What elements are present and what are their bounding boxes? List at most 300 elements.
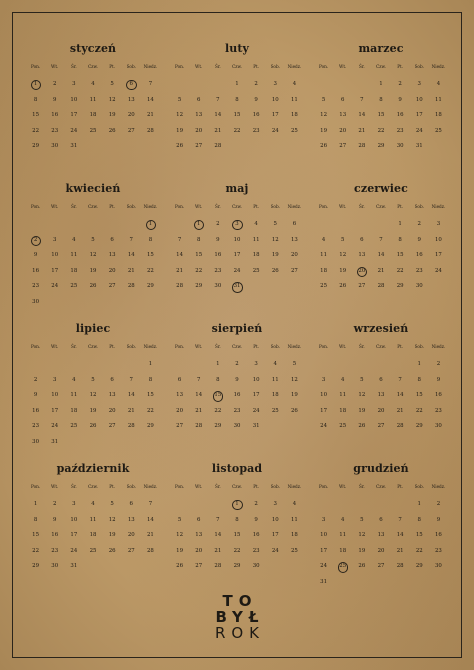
day-cell-circled: 31 [227, 279, 246, 295]
weekday-name: Wt. [339, 484, 347, 489]
day-cell: 15 [233, 112, 241, 119]
day-cell: 12 [320, 112, 327, 119]
day-cell: 13 [339, 112, 347, 119]
day-cell: 20 [127, 112, 135, 119]
weekday-name: Wt. [339, 64, 347, 69]
empty-cell [141, 435, 160, 451]
empty-cell [352, 575, 371, 591]
day-cell: 24 [271, 127, 279, 134]
day-cell: 13 [290, 236, 298, 243]
day-cell: 23 [51, 547, 59, 554]
day-cell: 4 [292, 501, 297, 507]
day-cell: 2 [436, 501, 441, 507]
day-cell: 4 [340, 376, 345, 383]
day-cell: 15 [415, 532, 423, 539]
empty-cell [314, 77, 333, 93]
day-cell: 20 [290, 252, 298, 259]
day-cell: 8 [216, 376, 220, 383]
month-name: wrzesień [353, 322, 409, 335]
weekday-name: Niedz. [431, 64, 446, 69]
day-cell: 26 [358, 423, 366, 430]
day-cell: 30 [51, 563, 59, 570]
day-cell: 6 [292, 221, 297, 227]
week-row [26, 139, 160, 155]
day-cell: 25 [70, 423, 78, 430]
week-row [26, 77, 160, 93]
day-cell: 23 [434, 407, 442, 414]
months-grid [26, 40, 448, 600]
day-cell: 24 [434, 267, 442, 274]
day-cell: 8 [417, 376, 421, 383]
day-cell: 4 [72, 376, 76, 383]
day-cell: 25 [339, 423, 347, 430]
week-row [26, 419, 160, 435]
day-cell: 17 [233, 252, 241, 259]
day-cell: 30 [214, 283, 222, 290]
empty-cell [170, 497, 189, 513]
day-cell: 13 [176, 392, 183, 399]
day-cell: 31 [320, 578, 327, 585]
day-cell: 18 [89, 532, 97, 539]
empty-cell [429, 279, 448, 295]
day-cell: 2 [52, 501, 57, 507]
day-cell: 13 [377, 532, 385, 539]
day-cell: 31 [252, 423, 260, 430]
weekday-name: Pt. [253, 344, 260, 349]
weekday-name: Pt. [109, 484, 116, 489]
empty-cell [429, 139, 448, 155]
day-cell: 1 [216, 361, 220, 367]
day-cell: 19 [89, 267, 97, 274]
weekday-name: Śr. [70, 344, 77, 349]
month-name: październik [56, 462, 130, 475]
day-cell: 14 [146, 96, 154, 103]
day-cell: 12 [108, 96, 116, 103]
day-cell: 9 [436, 376, 441, 383]
day-cell: 17 [415, 112, 423, 119]
month-block [314, 320, 448, 460]
empty-cell [170, 217, 189, 233]
day-cell: 23 [32, 283, 39, 290]
week-row [314, 108, 448, 124]
week-row [314, 217, 448, 233]
week-row [26, 248, 160, 264]
day-cell: 16 [434, 392, 442, 399]
day-cell: 2 [436, 361, 441, 367]
day-cell: 24 [320, 563, 327, 570]
week-row [314, 279, 448, 295]
day-cell: 25 [290, 127, 298, 134]
day-cell: 17 [70, 112, 78, 119]
day-cell: 24 [70, 127, 78, 134]
empty-cell [227, 139, 246, 155]
day-cell: 11 [252, 236, 260, 243]
month-block [170, 320, 304, 460]
day-cell: 10 [320, 392, 327, 399]
weekday-name: Pon. [30, 204, 41, 209]
day-cell-circled: 25 [333, 559, 352, 575]
week-row [170, 233, 304, 249]
day-cell: 4 [91, 501, 95, 507]
day-cell: 28 [396, 423, 404, 430]
day-cell: 2 [254, 501, 258, 507]
weekday-header [314, 482, 448, 492]
day-cell: 12 [290, 376, 298, 383]
weekday-name: Czw. [376, 344, 386, 349]
day-cell: 12 [108, 516, 116, 523]
day-cell-circled: 1 [189, 217, 208, 233]
day-cell: 23 [252, 547, 260, 554]
weekday-name: Pt. [397, 484, 404, 489]
day-cell: 24 [51, 283, 59, 290]
week-row [170, 559, 304, 575]
day-cell: 12 [89, 392, 97, 399]
month-block [314, 180, 448, 320]
day-cell: 25 [320, 283, 327, 290]
weekday-name: Czw. [232, 204, 242, 209]
day-cell: 7 [216, 96, 220, 103]
weekday-name: Wt. [339, 204, 347, 209]
day-cell: 5 [360, 516, 364, 523]
day-cell: 21 [127, 267, 135, 274]
week-row [170, 404, 304, 420]
empty-cell [64, 295, 83, 311]
day-cell: 16 [32, 267, 39, 274]
week-row [170, 93, 304, 109]
day-cell: 6 [379, 516, 383, 523]
weekday-name: Czw. [88, 204, 98, 209]
weekday-name: Sob. [414, 64, 424, 69]
empty-cell [103, 357, 122, 373]
weekday-name: Pon. [318, 484, 329, 489]
empty-cell [429, 575, 448, 591]
day-cell: 21 [146, 532, 154, 539]
day-cell: 12 [89, 252, 97, 259]
empty-cell [266, 139, 285, 155]
day-cell: 17 [51, 407, 59, 414]
week-row [170, 419, 304, 435]
day-cell: 30 [32, 298, 39, 305]
day-cell: 29 [146, 283, 154, 290]
weekday-name: Śr. [358, 64, 365, 69]
day-cell: 27 [108, 423, 116, 430]
empty-cell [122, 295, 141, 311]
weekday-name: Pon. [174, 204, 185, 209]
day-cell: 20 [195, 127, 203, 134]
week-row [26, 93, 160, 109]
day-cell: 6 [196, 96, 201, 103]
day-cell: 26 [108, 547, 116, 554]
day-cell: 11 [339, 392, 347, 399]
day-cell: 29 [415, 563, 423, 570]
week-row [170, 279, 304, 295]
weekday-header [170, 482, 304, 492]
day-cell: 18 [271, 392, 279, 399]
day-cell: 19 [358, 547, 366, 554]
day-cell: 3 [417, 81, 421, 87]
day-cell: 4 [436, 81, 441, 87]
day-cell: 7 [148, 501, 153, 507]
weekday-name: Niedz. [143, 64, 158, 69]
day-cell: 19 [176, 547, 183, 554]
day-cell: 30 [252, 563, 260, 570]
day-cell: 10 [415, 96, 423, 103]
week-row [26, 295, 160, 311]
week-row [26, 373, 160, 389]
day-cell: 31 [51, 438, 59, 445]
day-cell: 22 [415, 407, 423, 414]
month-name: styczeń [69, 42, 117, 55]
empty-cell [170, 357, 189, 373]
day-cell: 5 [177, 96, 182, 103]
week-row [314, 404, 448, 420]
empty-cell [170, 77, 189, 93]
day-cell: 26 [89, 423, 97, 430]
day-cell: 22 [32, 547, 39, 554]
empty-cell [103, 559, 122, 575]
week-row [314, 139, 448, 155]
day-cell: 6 [340, 96, 345, 103]
day-cell: 14 [214, 112, 222, 119]
week-row [314, 124, 448, 140]
weekday-name: Pt. [253, 484, 260, 489]
day-cell: 18 [89, 112, 97, 119]
day-cell: 1 [33, 501, 38, 507]
day-cell: 3 [72, 81, 76, 87]
empty-cell [391, 497, 410, 513]
day-cell: 14 [377, 252, 385, 259]
week-row [26, 435, 160, 451]
day-cell: 18 [70, 267, 78, 274]
empty-cell [122, 217, 141, 233]
day-cell: 8 [33, 96, 38, 103]
day-cell: 13 [377, 392, 385, 399]
weekday-name: Pt. [109, 344, 116, 349]
weekday-header [314, 342, 448, 352]
day-cell: 20 [108, 407, 116, 414]
week-row [314, 575, 448, 591]
logo-line-1: TO [222, 592, 258, 610]
empty-cell [83, 435, 102, 451]
day-cell: 29 [214, 423, 222, 430]
day-cell: 28 [214, 143, 222, 150]
day-cell: 9 [216, 236, 220, 243]
day-cell: 31 [70, 143, 78, 150]
day-cell: 4 [254, 221, 258, 227]
week-row [314, 264, 448, 280]
empty-cell [208, 497, 227, 513]
empty-cell [314, 497, 333, 513]
empty-cell [103, 139, 122, 155]
day-cell: 9 [235, 376, 239, 383]
day-cell: 27 [377, 423, 385, 430]
day-cell: 8 [235, 516, 239, 523]
month-name: listopad [211, 462, 263, 475]
week-row [314, 77, 448, 93]
weekday-name: Niedz. [431, 484, 446, 489]
month-name: luty [224, 42, 250, 55]
weekday-name: Wt. [339, 344, 347, 349]
day-cell: 3 [72, 501, 76, 507]
empty-cell [45, 217, 64, 233]
day-cell: 2 [52, 81, 57, 87]
day-cell: 12 [176, 532, 183, 539]
empty-cell [189, 357, 208, 373]
weekday-name: Śr. [358, 484, 365, 489]
day-cell: 14 [396, 532, 404, 539]
day-cell: 10 [70, 96, 78, 103]
week-row [170, 139, 304, 155]
day-cell: 14 [146, 516, 154, 523]
day-cell: 28 [176, 283, 183, 290]
empty-cell [189, 77, 208, 93]
day-cell: 26 [176, 143, 183, 150]
day-cell: 2 [33, 376, 38, 383]
day-cell: 5 [91, 236, 95, 243]
empty-cell [64, 357, 83, 373]
weekday-name: Sob. [126, 484, 136, 489]
week-row [26, 559, 160, 575]
week-row [314, 357, 448, 373]
empty-cell [141, 139, 160, 155]
day-cell: 8 [148, 376, 153, 383]
month-block [314, 460, 448, 600]
day-cell: 11 [271, 376, 279, 383]
day-cell: 29 [377, 143, 385, 150]
empty-cell [352, 357, 371, 373]
day-cell: 28 [127, 283, 135, 290]
empty-cell [83, 357, 102, 373]
weekday-name: Czw. [232, 344, 242, 349]
day-cell: 25 [271, 407, 279, 414]
day-cell: 20 [195, 547, 203, 554]
empty-cell [333, 497, 352, 513]
day-cell: 1 [235, 81, 239, 87]
empty-cell [64, 217, 83, 233]
empty-cell [333, 575, 352, 591]
day-cell: 28 [127, 423, 135, 430]
day-cell: 15 [377, 112, 385, 119]
weekday-name: Pt. [397, 344, 404, 349]
day-cell: 21 [127, 407, 135, 414]
weekday-header [26, 202, 160, 212]
day-cell: 1 [417, 501, 421, 507]
week-row [314, 419, 448, 435]
day-cell: 6 [110, 376, 114, 383]
day-cell: 21 [146, 112, 154, 119]
day-cell: 28 [396, 563, 404, 570]
day-cell: 21 [195, 407, 203, 414]
day-cell: 2 [417, 221, 421, 227]
day-cell: 26 [358, 563, 366, 570]
weekday-name: Sob. [414, 204, 424, 209]
day-cell: 21 [396, 407, 404, 414]
weekday-name: Śr. [358, 344, 365, 349]
weekday-header [314, 62, 448, 72]
month-name: marzec [358, 42, 404, 55]
empty-cell [285, 279, 304, 295]
week-row [170, 497, 304, 513]
day-cell: 19 [339, 267, 347, 274]
day-cell: 7 [360, 96, 364, 103]
month-block [26, 180, 160, 320]
weekday-name: Niedz. [287, 484, 302, 489]
weekday-name: Sob. [270, 484, 280, 489]
weekday-name: Sob. [270, 344, 280, 349]
logo-line-2: BYŁ [215, 608, 265, 626]
day-cell: 28 [146, 547, 154, 554]
day-cell: 25 [70, 283, 78, 290]
day-cell: 10 [51, 252, 59, 259]
day-cell: 5 [177, 516, 182, 523]
day-cell: 21 [214, 127, 222, 134]
empty-cell [103, 435, 122, 451]
weekday-name: Niedz. [143, 484, 158, 489]
weekday-header [26, 62, 160, 72]
day-cell: 13 [195, 112, 203, 119]
day-cell: 4 [340, 516, 345, 523]
week-row [26, 388, 160, 404]
day-cell: 28 [358, 143, 366, 150]
day-cell: 30 [51, 143, 59, 150]
weekday-name: Pon. [30, 344, 41, 349]
weekday-name: Pt. [109, 64, 116, 69]
day-cell: 25 [252, 267, 260, 274]
week-row [314, 233, 448, 249]
day-cell: 23 [214, 267, 222, 274]
month-name: sierpień [211, 322, 263, 335]
day-cell: 15 [195, 252, 203, 259]
day-cell: 16 [252, 112, 260, 119]
day-cell: 8 [196, 236, 201, 243]
month-block [26, 40, 160, 180]
day-cell: 10 [233, 236, 241, 243]
day-cell: 8 [235, 96, 239, 103]
day-cell: 6 [379, 376, 383, 383]
day-cell: 12 [358, 392, 366, 399]
day-cell: 1 [379, 81, 383, 87]
empty-cell [64, 435, 83, 451]
day-cell: 26 [89, 283, 97, 290]
day-cell: 27 [377, 563, 385, 570]
day-cell: 15 [396, 252, 404, 259]
weekday-name: Pt. [397, 204, 404, 209]
weekday-name: Pon. [174, 344, 185, 349]
day-cell: 28 [146, 127, 154, 134]
empty-cell [83, 139, 102, 155]
week-row [314, 497, 448, 513]
day-cell: 29 [32, 563, 39, 570]
day-cell: 4 [292, 81, 297, 87]
day-cell: 9 [254, 516, 258, 523]
day-cell: 21 [377, 267, 385, 274]
day-cell: 19 [108, 112, 116, 119]
day-cell-circled: 1 [26, 77, 45, 93]
day-cell-circled: 6 [122, 77, 141, 93]
day-cell: 22 [415, 547, 423, 554]
day-cell: 9 [52, 516, 57, 523]
day-cell: 22 [32, 127, 39, 134]
day-cell: 12 [271, 236, 279, 243]
weekday-name: Pt. [109, 204, 116, 209]
day-cell: 4 [321, 236, 326, 243]
day-cell: 24 [415, 127, 423, 134]
day-cell: 2 [398, 81, 402, 87]
day-cell: 1 [417, 361, 421, 367]
day-cell: 18 [320, 267, 327, 274]
empty-cell [391, 575, 410, 591]
day-cell: 26 [176, 563, 183, 570]
